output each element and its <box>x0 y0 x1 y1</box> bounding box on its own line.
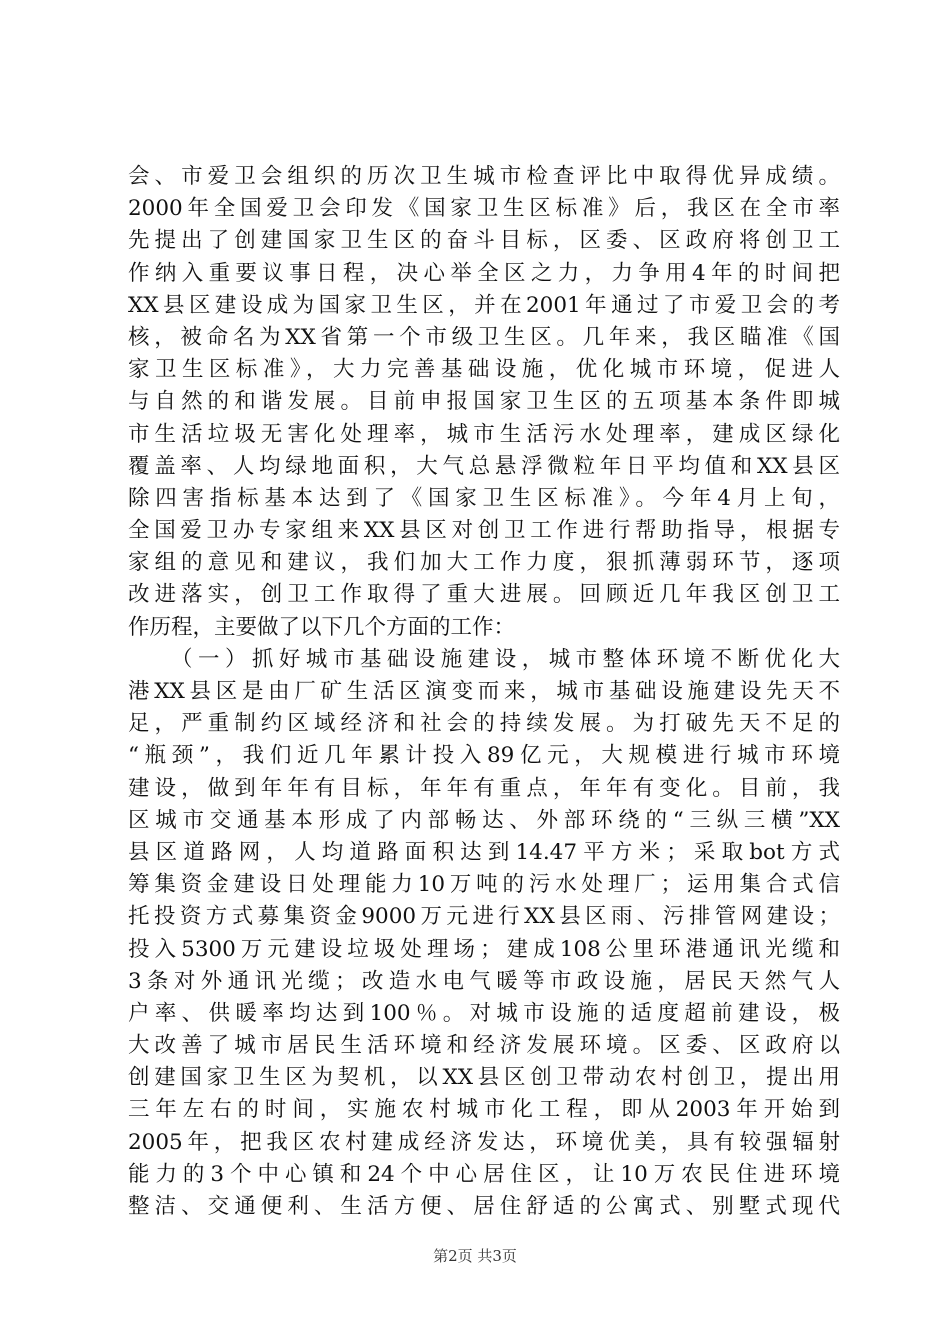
text-line: 建设，做到年年有目标，年年有重点，年年有变化。目前，我 <box>128 775 840 801</box>
text-line: 除四害指标基本达到了《国家卫生区标准》。今年4月上旬， <box>128 485 840 511</box>
page-number-footer: 第2页 共3页 <box>433 1247 517 1265</box>
text-line: 先提出了创建国家卫生区的奋斗目标，区委、区政府将创卫工 <box>128 228 840 254</box>
text-line: 港XX县区是由厂矿生活区演变而来，城市基础设施建设先天不 <box>128 679 840 704</box>
body-text <box>128 161 840 1223</box>
text-line: 改进落实，创卫工作取得了重大进展。回顾近几年我区创卫工 <box>128 582 840 608</box>
text-line: 投入5300万元建设垃圾处理场；建成108公里环港通讯光缆和 <box>128 936 840 962</box>
text-line: “瓶颈”，我们近几年累计投入89亿元，大规模进行城市环境 <box>128 743 840 769</box>
text-line: 三年左右的时间，实施农村城市化工程，即从2003年开始到 <box>128 1097 840 1123</box>
section-heading-line: （一）抓好城市基础设施建设，城市整体环境不断优化大 <box>171 646 840 672</box>
text-line: 能力的3个中心镇和24个中心居住区，让10万农民住进环境 <box>128 1161 840 1187</box>
text-line: 户率、供暖率均达到100％。对城市设施的适度超前建设，极 <box>128 1000 840 1026</box>
text-line: 筹集资金建设日处理能力10万吨的污水处理厂；运用集合式信 <box>128 872 840 898</box>
text-line: 作纳入重要议事日程，决心举全区之力，力争用4年的时间把 <box>128 260 840 286</box>
text-line: 覆盖率、人均绿地面积，大气总悬浮微粒年日平均值和XX县区 <box>128 453 840 479</box>
text-line: 家卫生区标准》，大力完善基础设施，优化城市环境，促进人 <box>128 357 840 383</box>
text-line: 家组的意见和建议，我们加大工作力度，狠抓薄弱环节，逐项 <box>128 550 840 576</box>
text-line: 与自然的和谐发展。目前申报国家卫生区的五项基本条件即城 <box>128 389 840 415</box>
text-line: 区城市交通基本形成了内部畅达、外部环绕的“三纵三横”XX <box>128 807 840 833</box>
text-line: 2000年全国爱卫会印发《国家卫生区标准》后，我区在全市率 <box>128 196 840 222</box>
text-line: 足，严重制约区域经济和社会的持续发展。为打破先天不足的 <box>128 711 840 737</box>
text-line: 全国爱卫办专家组来XX县区对创卫工作进行帮助指导，根据专 <box>128 518 840 544</box>
text-line: 整洁、交通便利、生活方便、居住舒适的公寓式、别墅式现代 <box>128 1194 840 1219</box>
text-line: 托投资方式募集资金9000万元进行XX县区雨、污排管网建设； <box>128 904 840 930</box>
text-line: 创建国家卫生区为契机，以XX县区创卫带动农村创卫，提出用 <box>128 1065 840 1091</box>
text-line: 3条对外通讯光缆；改造水电气暖等市政设施，居民天然气人 <box>128 968 840 994</box>
text-line: 作历程，主要做了以下几个方面的工作： <box>128 614 516 640</box>
text-line: 会、市爱卫会组织的历次卫生城市检查评比中取得优异成绩。 <box>128 164 840 189</box>
text-line: XX县区建设成为国家卫生区，并在2001年通过了市爱卫会的考 <box>128 292 840 318</box>
text-line: 县区道路网，人均道路面积达到14.47平方米；采取bot方式 <box>128 839 840 865</box>
text-line: 2005年，把我区农村建成经济发达，环境优美，具有较强辐射 <box>128 1129 840 1155</box>
text-line: 市生活垃圾无害化处理率，城市生活污水处理率，建成区绿化 <box>128 421 840 447</box>
text-line: 核，被命名为XX省第一个市级卫生区。几年来，我区瞄准《国 <box>128 324 840 350</box>
text-line: 大改善了城市居民生活环境和经济发展环境。区委、区政府以 <box>128 1033 840 1059</box>
